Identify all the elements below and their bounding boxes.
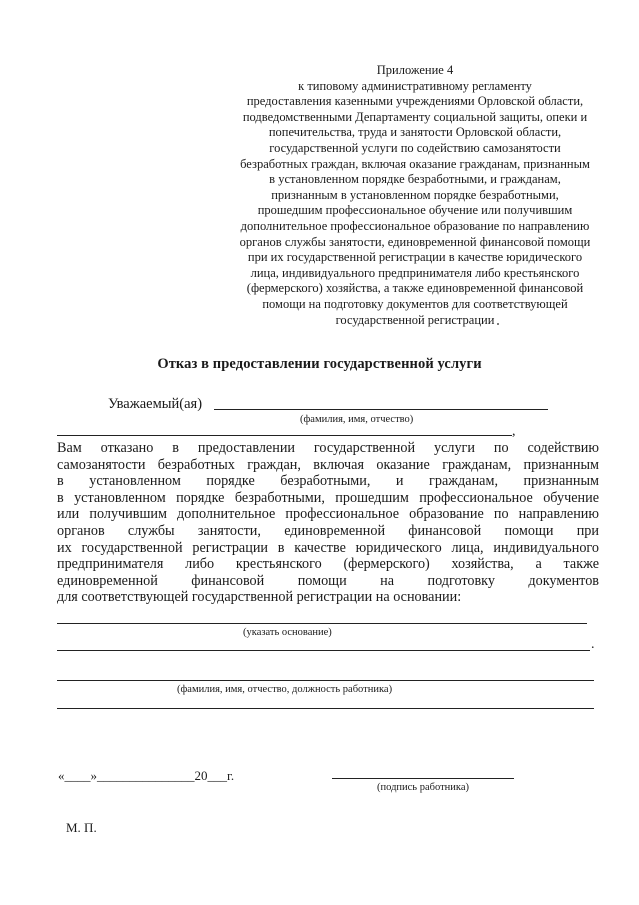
refusal-text [57,440,599,606]
refusal-text-line: их государственной регистрации в качестве юридического лица, индивидуального [57,539,599,556]
appendix-line: дополнительное профессиональное образование по направлению [240,218,590,233]
refusal-text-line: органов службы занятости, единовременной финансовой помощи при [57,522,599,539]
reason-period: . [591,637,595,652]
appendix-line: в установленном порядке безработными, и гражданам, [269,172,561,187]
appendix-line: помощи на подготовку документов для соответствующей [262,296,568,311]
refusal-text-line: в установленном порядке безработными, и гражданам, признанным [57,473,599,490]
appendix-line: при их государственной регистрации в качестве юридического [247,250,583,265]
refusal-text-line: для соответствующей государственной регистрации на основании: [57,589,462,606]
appendix-line: лица, индивидуального предпринимателя либо крестьянского [250,265,580,280]
recipient-name-continuation-field[interactable] [57,435,512,436]
employee-continuation-field[interactable] [57,708,594,709]
recipient-name-caption: (фамилия, имя, отчество) [300,414,414,425]
employee-field[interactable] [57,680,594,681]
appendix-line: органов службы занятости, единовременной финансовой помощи [239,234,591,249]
signature-field[interactable] [332,778,514,779]
address-comma: , [512,424,516,439]
appendix-line: (фермерского) хозяйства, а также единовременной финансовой [246,281,584,296]
refusal-text-line: единовременной финансовой помощи на подготовку документов [57,572,599,589]
appendix-line: предоставления казенными учреждениями Орловской области, [246,94,584,109]
appendix-line: государственной регистрации [335,312,495,327]
appendix-line: прошедшим профессиональное обучение или получившим [257,203,573,218]
appendix-line: безработных граждан, включая оказание гражданам, признанным [240,156,590,171]
reason-field[interactable] [57,623,587,624]
employee-caption: (фамилия, имя, отчество, должность работника) [177,684,393,695]
refusal-text-line: предпринимателя либо крестьянского (фермерского) хозяйства, а также [57,556,599,573]
refusal-text-line: Вам отказано в предоставлении государственной услуги по содействию [57,440,599,456]
refusal-text-line: в установленном порядке безработными, прошедшим профессиональное обучение [57,489,599,506]
appendix-line: подведомственными Департаменту социальной защиты, опеки и [242,109,588,124]
appendix-line: признанным в установленном порядке безработными, [271,187,559,202]
appendix-line: к типовому административному регламенту [298,78,532,93]
reason-caption: (указать основание) [243,627,332,638]
recipient-name-field[interactable] [214,409,548,410]
appendix-line: попечительства, труда и занятости Орловской области, [268,125,562,140]
scan-speck [497,323,499,325]
appendix-header [222,63,608,328]
appendix-line: государственной услуги по содействию самозанятости [269,140,561,155]
document-title: Отказ в предоставлении государственной услуги [157,356,482,372]
stamp-placeholder: М. П. [66,820,97,835]
refusal-text-line: или получившим дополнительное профессиональное образование по направлению [57,506,599,523]
refusal-text-line: самозанятости безработных граждан, включая оказание гражданам, признанным [57,456,599,473]
date-field[interactable]: «____»_______________20___г. [58,768,235,783]
reason-continuation-field[interactable] [57,650,590,651]
salutation-label: Уважаемый(ая) [108,396,203,412]
appendix-line: Приложение 4 [376,63,454,77]
signature-caption: (подпись работника) [377,782,470,793]
